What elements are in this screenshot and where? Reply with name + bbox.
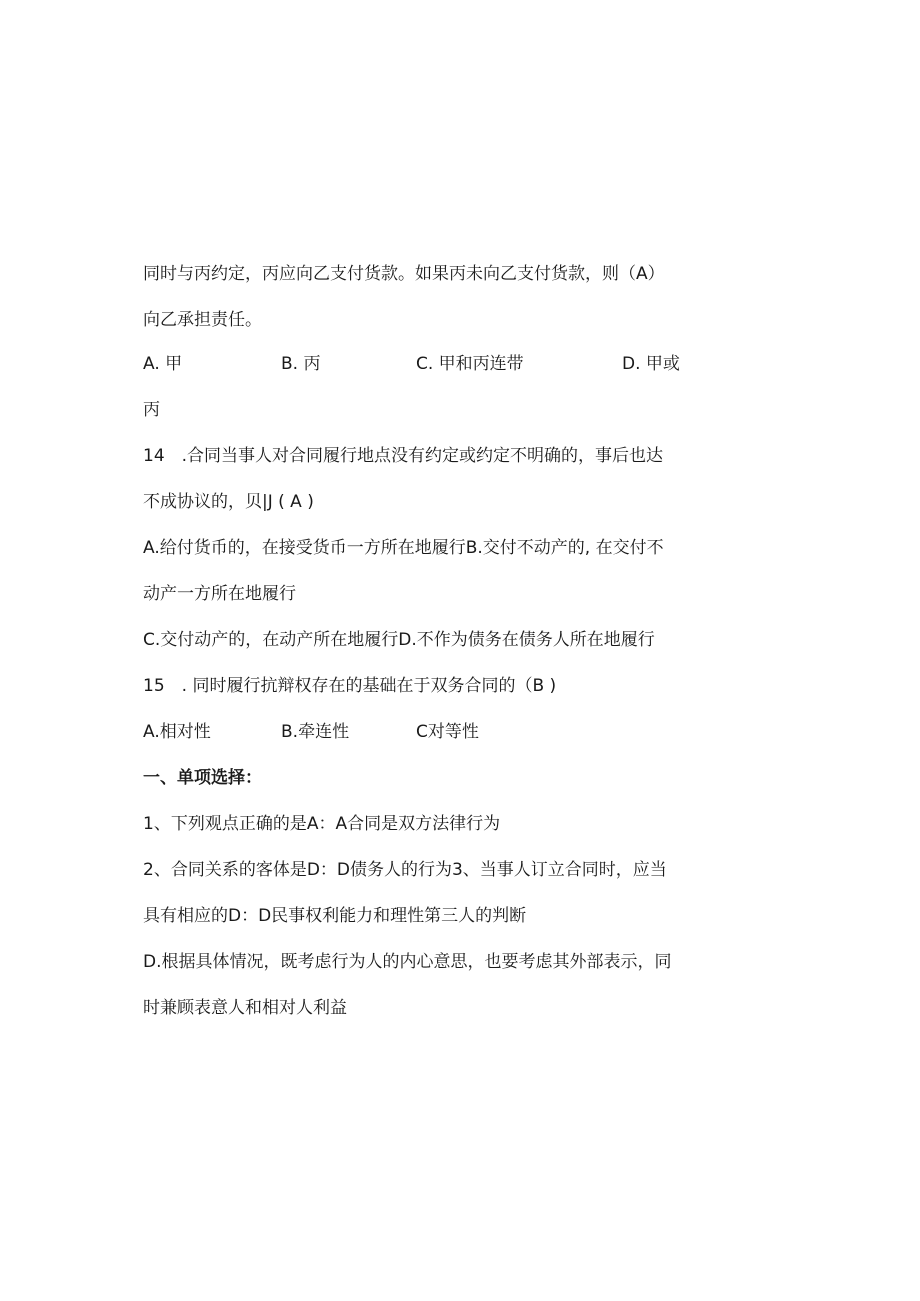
question-13-option-d-wrap: 丙 bbox=[143, 400, 160, 420]
question-14-line-2: 不成协议的，贝|J ( A ) bbox=[143, 492, 314, 512]
option-d: D. 甲或 bbox=[622, 354, 680, 374]
question-15-line: 15 . 同时履行抗辩权存在的基础在于双务合同的（B ) bbox=[143, 676, 557, 696]
option-a: A.相对性 bbox=[143, 722, 211, 742]
item-2-line-2: 具有相应的D：D民事权利能力和理性第三人的判断 bbox=[143, 906, 527, 926]
section-heading: 一、单项选择： bbox=[143, 768, 262, 788]
question-14-option-c-line: C.交付动产的，在动产所在地履行D.不作为债务在债务人所在地履行 bbox=[143, 630, 655, 650]
question-14-line-1: 14 .合同当事人对合同履行地点没有约定或约定不明确的，事后也达 bbox=[143, 446, 664, 466]
option-a: A. 甲 bbox=[143, 354, 183, 374]
item-d-line-2: 时兼顾表意人和相对人利益 bbox=[143, 998, 347, 1018]
option-b: B. 丙 bbox=[281, 354, 321, 374]
option-c: C. 甲和丙连带 bbox=[416, 354, 524, 374]
option-b: B.牵连性 bbox=[281, 722, 350, 742]
option-c: C对等性 bbox=[416, 722, 479, 742]
question-13-line-2: 向乙承担责任。 bbox=[143, 310, 262, 330]
question-14-option-a-line-2: 动产一方所在地履行 bbox=[143, 584, 296, 604]
item-1: 1、下列观点正确的是A：A合同是双方法律行为 bbox=[143, 814, 501, 834]
item-2-line-1: 2、合同关系的客体是D：D债务人的行为3、当事人订立合同时，应当 bbox=[143, 860, 667, 880]
question-14-option-a-line-1: A.给付货币的，在接受货币一方所在地履行B.交付不动产的, 在交付不 bbox=[143, 538, 664, 558]
question-13-line-1: 同时与丙约定，丙应向乙支付货款。如果丙未向乙支付货款，则（A） bbox=[143, 264, 665, 284]
item-d-line-1: D.根据具体情况，既考虑行为人的内心意思，也要考虑其外部表示，同 bbox=[143, 952, 672, 972]
